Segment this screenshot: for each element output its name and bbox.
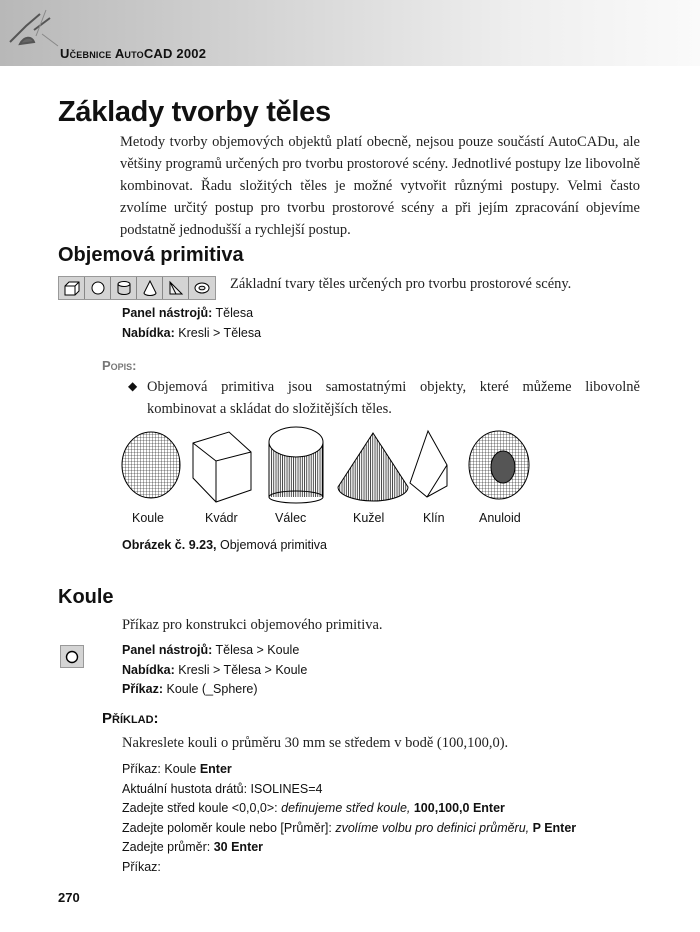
panel-value: Tělesa > Koule: [215, 643, 300, 657]
logo-icon: [6, 6, 66, 52]
command-value: Koule (_Sphere): [166, 682, 258, 696]
primitives-figure: [110, 425, 540, 510]
shape-label: Válec: [275, 511, 307, 525]
box-shape: [193, 432, 251, 502]
menu-value: Kresli > Tělesa > Koule: [178, 662, 308, 677]
primitives-info: [122, 304, 261, 343]
command-line: Zadejte poloměr koule nebo [Průměr]: zvolíme volbu pro definici průměru, P Enter: [122, 820, 577, 835]
menu-value: Kresli > Tělesa: [178, 325, 262, 340]
popis-label: Popis:: [102, 358, 137, 373]
panel-value: Tělesa: [215, 306, 254, 320]
panel-label: Panel nástrojů:: [122, 306, 213, 320]
command-line: Zadejte průměr: 30 Enter: [122, 840, 264, 854]
shape-label: Kvádr: [205, 511, 238, 525]
shape-label: Anuloid: [479, 511, 521, 525]
page-title: Základy tvorby těles: [58, 96, 331, 128]
bullet-text: Objemová primitiva jsou samostatnými objekty, které můžeme libovolně kombinovat a skládat do složitějších těles.: [147, 379, 640, 417]
box-icon[interactable]: [59, 277, 85, 299]
cone-shape: [338, 433, 408, 501]
section-heading-primitives: Objemová primitiva: [58, 244, 244, 266]
command-line: Aktuální hustota drátů: ISOLINES=4: [122, 781, 323, 796]
sphere-tool-icon[interactable]: [60, 645, 84, 668]
caption-number: Obrázek č. 9.23,: [122, 538, 217, 552]
sphere-shape: [122, 432, 180, 498]
example-label: Příklad:: [102, 710, 159, 727]
wedge-shape: [410, 431, 447, 497]
shape-label: Koule: [132, 511, 164, 525]
command-line: Zadejte střed koule <0,0,0>: definujeme střed koule, 100,100,0 Enter: [122, 801, 505, 815]
command-transcript: [122, 760, 576, 877]
panel-label: Panel nástrojů:: [122, 643, 213, 657]
command-line: Příkaz: Koule Enter: [122, 762, 232, 776]
cone-icon[interactable]: [137, 277, 163, 299]
intro-paragraph: Metody tvorby objemových objektů platí obecně, nejsou pouze součástí AutoCADu, ale většiny programů určených pro tvorbu prostorové scény. Jednotlivé postupy lze libovolně kombinovat. Řadu složitých těles je možné vytvořit různými postupy. Velmi často zvolíme určitý postup pro tvorbu prostorové scény a při jejím zpracování objevíme podstatně jednodušší a rychlejší postup.: [120, 134, 640, 238]
wedge-icon[interactable]: [163, 277, 189, 299]
example-text: Nakreslete kouli o průměru 30 mm se středem v bodě (100,100,0).: [122, 735, 509, 751]
book-title: Učebnice AutoCAD 2002: [60, 46, 207, 61]
page-number: 270: [58, 890, 80, 905]
command-label: Příkaz:: [122, 682, 163, 696]
sphere-info: [122, 641, 307, 700]
caption-text: Objemová primitiva: [220, 538, 327, 552]
menu-label: Nabídka:: [122, 325, 175, 340]
section-heading-sphere: Koule: [58, 586, 114, 608]
sphere-description: Příkaz pro konstrukci objemového primitiva.: [122, 617, 383, 633]
torus-icon[interactable]: [189, 277, 215, 299]
sphere-icon[interactable]: [85, 277, 111, 299]
shape-label: Klín: [423, 511, 445, 525]
figure-caption: [122, 538, 327, 552]
toolbar-description: Základní tvary těles určených pro tvorbu prostorové scény.: [230, 276, 572, 292]
menu-label: Nabídka:: [122, 662, 175, 677]
shape-label: Kužel: [353, 511, 385, 525]
cylinder-icon[interactable]: [111, 277, 137, 299]
command-line: Příkaz:: [122, 859, 161, 874]
torus-shape: [469, 431, 529, 499]
solids-toolbar: [58, 276, 216, 300]
bullet-icon: ◆: [128, 379, 138, 393]
cylinder-shape: [269, 427, 323, 503]
